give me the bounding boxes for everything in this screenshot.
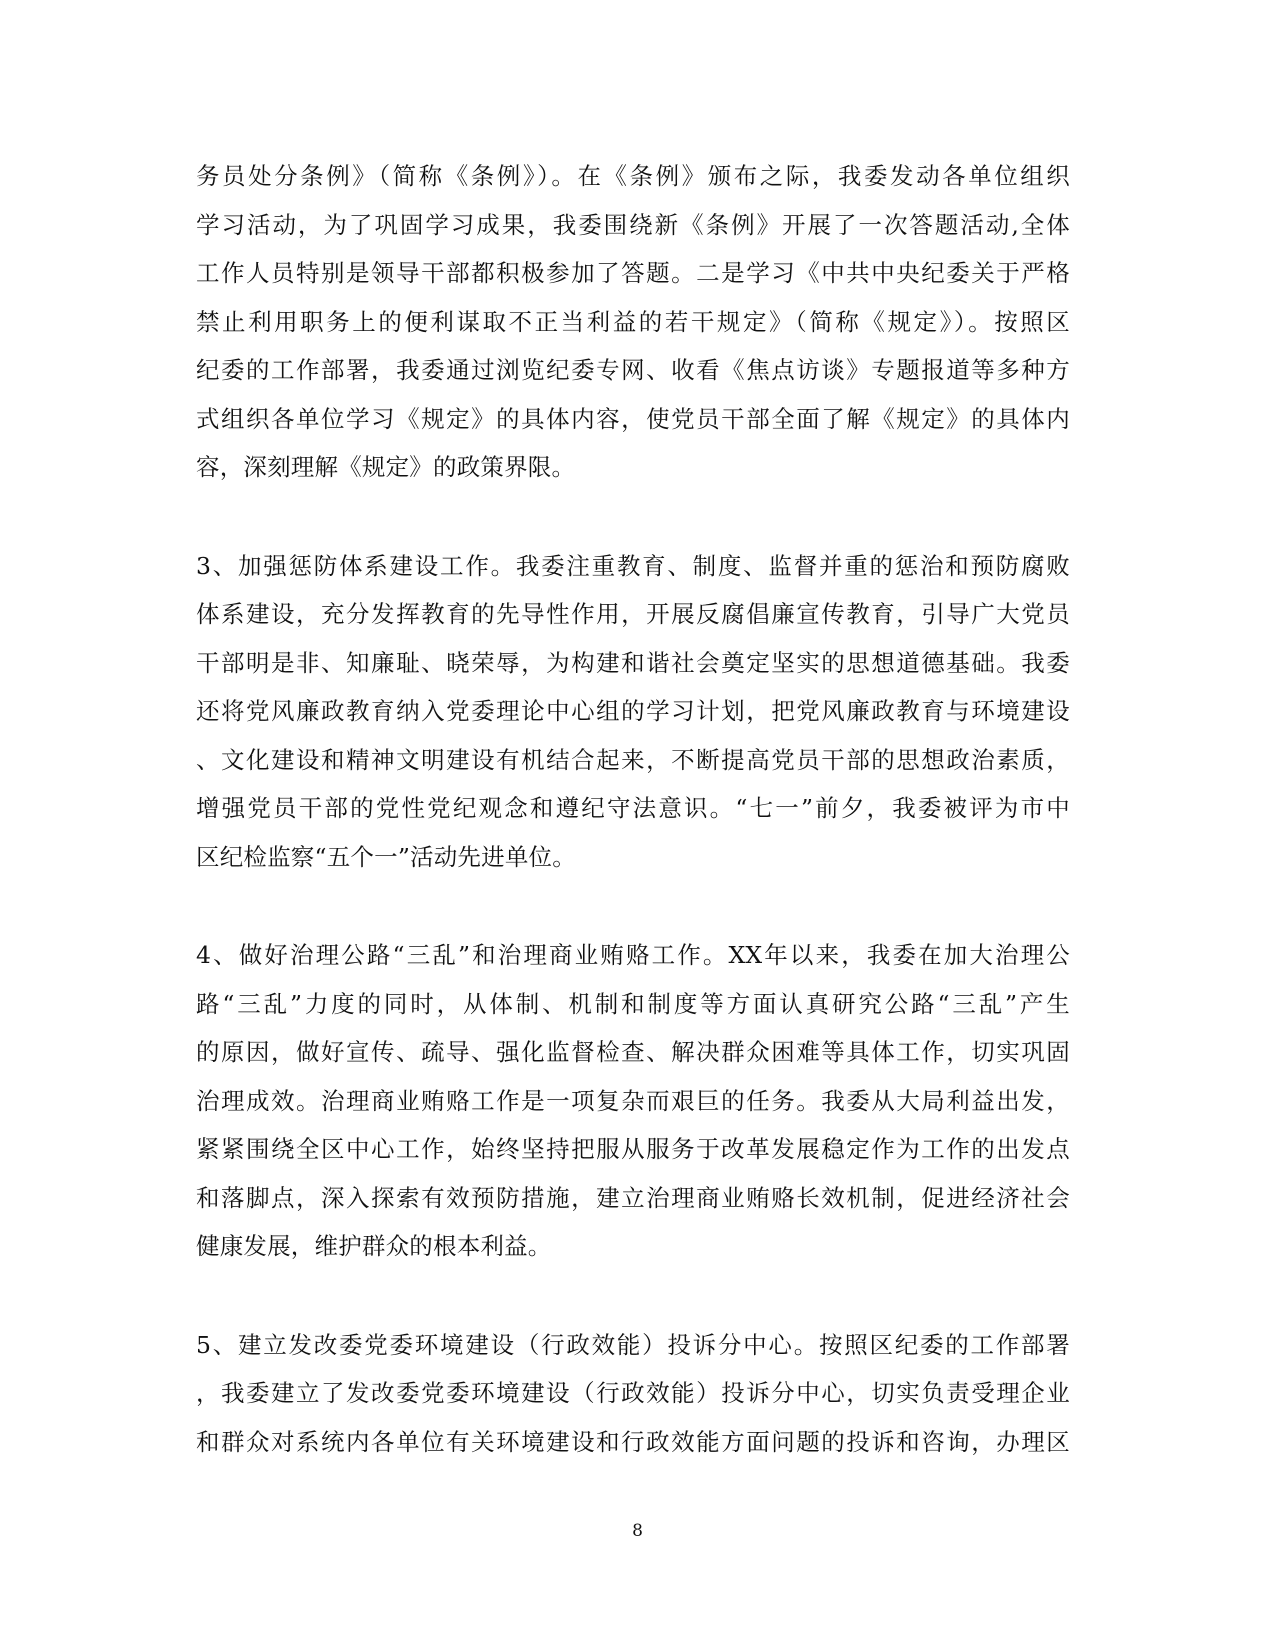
text-line: 路“三乱”力度的同时，从体制、机制和制度等方面认真研究公路“三乱”产生 (196, 989, 1070, 1018)
text-line: 的原因，做好宣传、疏导、强化监督检查、解决群众困难等具体工作，切实巩固 (196, 1038, 1070, 1066)
page-number: 8 (632, 1521, 643, 1541)
text-line: 治理成效。治理商业贿赂工作是一项复杂而艰巨的任务。我委从大局利益出发， (196, 1086, 1070, 1115)
text-line: 体系建设，充分发挥教育的先导性作用，开展反腐倡廉宣传教育，引导广大党员 (196, 600, 1070, 628)
text-line: 3、加强惩防体系建设工作。我委注重教育、制度、监督并重的惩治和预防腐败 (196, 551, 1070, 580)
text-line: 紧紧围绕全区中心工作，始终坚持把服从服务于改革发展稳定作为工作的出发点 (196, 1135, 1070, 1163)
paragraph-4 (196, 1321, 1070, 1467)
text-line: 务员处分条例》（简称《条例》）。在《条例》颁布之际，我委发动各单位组织 (196, 162, 1070, 190)
text-line: 还将党风廉政教育纳入党委理论中心组的学习计划，把党风廉政教育与环境建设 (196, 697, 1070, 725)
text-line: 健康发展，维护群众的根本利益。 (196, 1232, 552, 1260)
text-line: 、文化建设和精神文明建设有机结合起来，不断提高党员干部的思想政治素质， (196, 745, 1070, 774)
text-line: 学习活动，为了巩固学习成果，我委围绕新《条例》开展了一次答题活动,全体 (196, 210, 1070, 239)
text-line: 禁止利用职务上的便利谋取不正当利益的若干规定》（简称《规定》）。按照区 (196, 307, 1070, 336)
text-line: 5、建立发改委党委环境建设（行政效能）投诉分中心。按照区纪委的工作部署 (196, 1330, 1070, 1359)
text-line: 增强党员干部的党性党纪观念和遵纪守法意识。“七一”前夕，我委被评为市中 (196, 794, 1070, 822)
text-line: 区纪检监察“五个一”活动先进单位。 (196, 842, 576, 871)
paragraph-3 (196, 931, 1070, 1271)
text-line: 纪委的工作部署，我委通过浏览纪委专网、收看《焦点访谈》专题报道等多种方 (196, 356, 1070, 384)
paragraph-1 (196, 152, 1070, 492)
text-line: 和落脚点，深入探索有效预防措施，建立治理商业贿赂长效机制，促进经济社会 (196, 1183, 1070, 1212)
text-line: 干部明是非、知廉耻、晓荣辱，为构建和谐社会奠定坚实的思想道德基础。我委 (196, 648, 1070, 677)
text-line: 4、做好治理公路“三乱”和治理商业贿赂工作。XX年以来，我委在加大治理公 (196, 941, 1070, 969)
text-line: 工作人员特别是领导干部都积极参加了答题。二是学习《中共中央纪委关于严格 (196, 259, 1070, 287)
text-line: ，我委建立了发改委党委环境建设（行政效能）投诉分中心，切实负责受理企业 (196, 1379, 1070, 1407)
body-text (196, 152, 1070, 1516)
text-line: 和群众对系统内各单位有关环境建设和行政效能方面问题的投诉和咨询，办理区 (196, 1427, 1070, 1456)
text-line: 式组织各单位学习《规定》的具体内容，使党员干部全面了解《规定》的具体内 (196, 404, 1070, 433)
text-line: 容，深刻理解《规定》的政策界限。 (196, 453, 576, 481)
paragraph-2 (196, 542, 1070, 882)
